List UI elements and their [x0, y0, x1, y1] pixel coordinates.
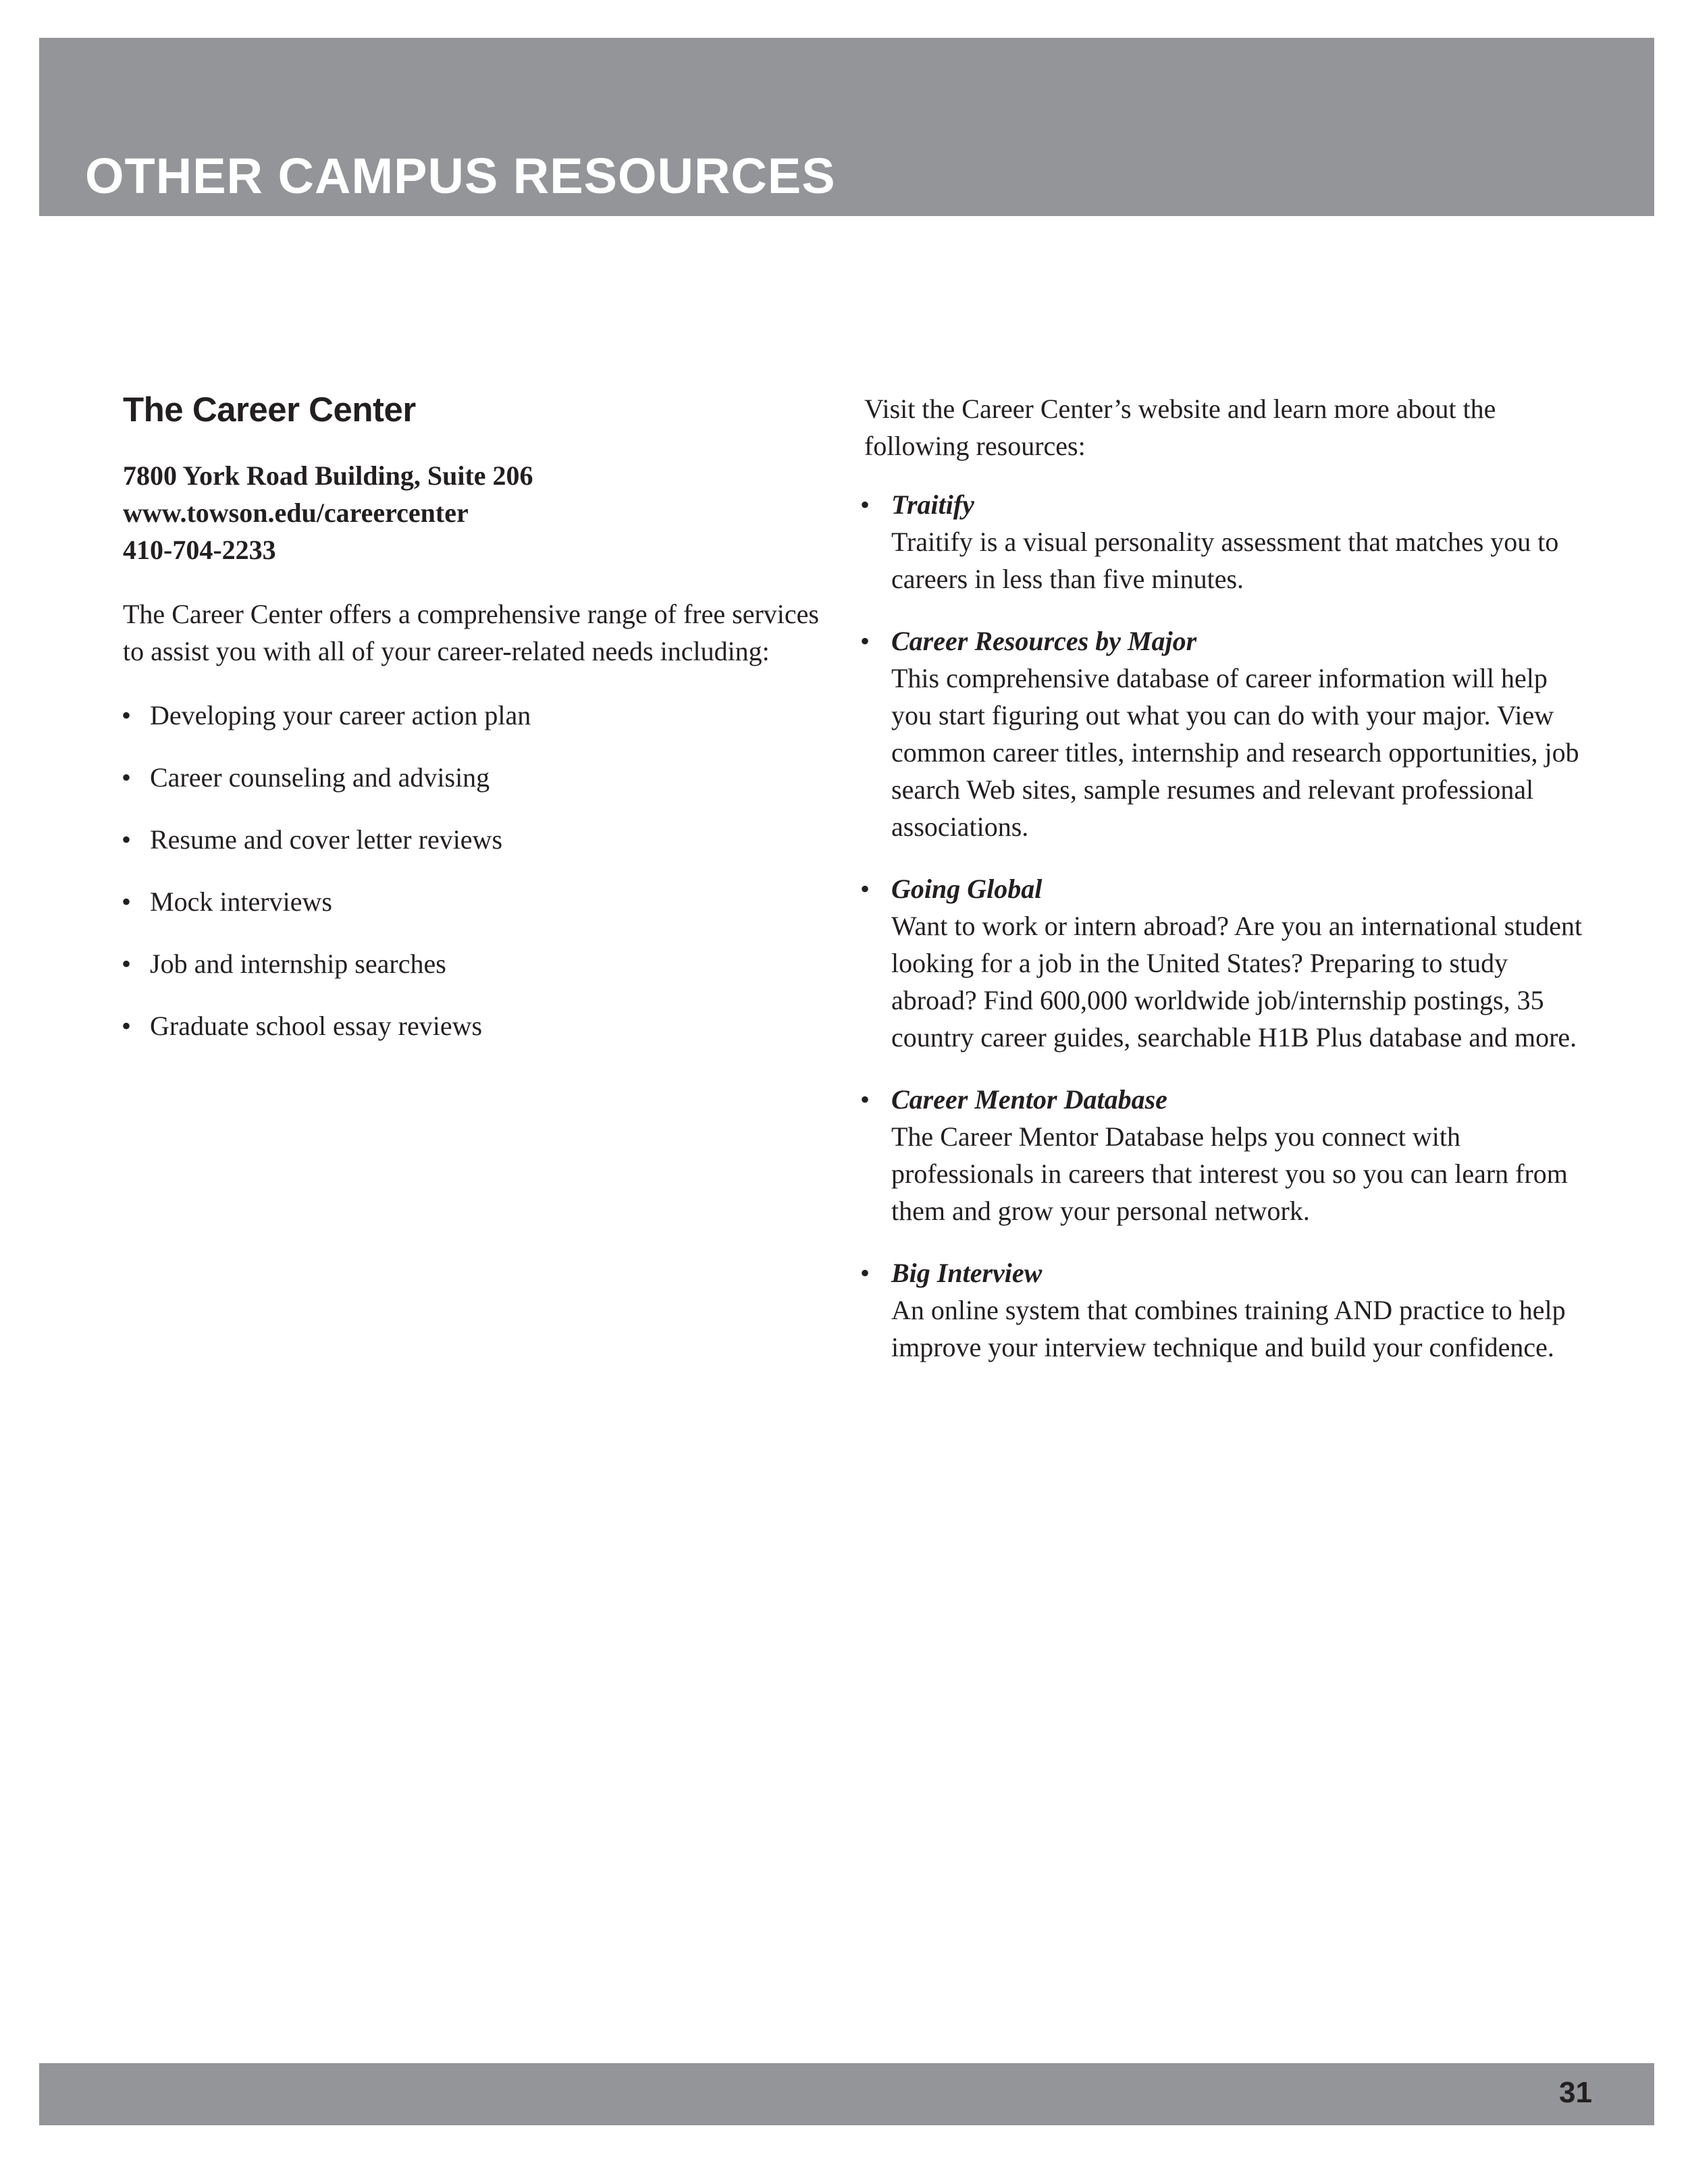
- left-column: [123, 390, 825, 1069]
- page-title: OTHER CAMPUS RESOURCES: [85, 148, 836, 204]
- website-link[interactable]: www.towson.edu/careercenter: [123, 497, 469, 528]
- career-center-heading: The Career Center: [123, 390, 416, 429]
- resource-item-traitify: [864, 486, 1593, 597]
- service-item: • Mock interviews: [123, 883, 825, 920]
- resource-description: The Career Mentor Database helps you connect with professionals in careers that interest you so you can learn from them and grow your personal network.: [891, 1121, 1568, 1226]
- resources-list: [864, 486, 1593, 1366]
- footer-band: [39, 2063, 1654, 2125]
- service-item: • Career counseling and advising: [123, 759, 825, 796]
- career-center-description: The Career Center offers a comprehensive range of free services to assist you with all of your career-related needs including:: [123, 598, 819, 666]
- resource-name: • Big Interview: [891, 1258, 1043, 1288]
- page-number: 31: [1559, 2076, 1592, 2109]
- service-item: • Graduate school essay reviews: [123, 1007, 825, 1044]
- resource-name: • Career Mentor Database: [891, 1084, 1167, 1115]
- resource-item-going-global: [864, 870, 1593, 1056]
- resource-description: Traitify is a visual personality assessment that matches you to careers in less than five minutes.: [891, 527, 1559, 594]
- resource-description: An online system that combines training AND practice to help improve your interview technique and build your confidence.: [891, 1295, 1566, 1362]
- service-item: • Resume and cover letter reviews: [123, 821, 825, 858]
- services-list: [123, 697, 825, 1044]
- resource-name: • Career Resources by Major: [891, 626, 1197, 656]
- resource-item-career-mentor-database: [864, 1081, 1593, 1229]
- resource-item-career-resources-by-major: [864, 622, 1593, 845]
- address: 7800 York Road Building, Suite 206: [123, 460, 533, 491]
- service-item: • Developing your career action plan: [123, 697, 825, 734]
- phone-number: 410-704-2233: [123, 534, 276, 565]
- resources-intro: Visit the Career Center’s website and learn more about the following resources:: [864, 394, 1496, 461]
- service-item: • Job and internship searches: [123, 945, 825, 982]
- resource-name: • Traitify: [891, 489, 974, 520]
- resource-description: Want to work or intern abroad? Are you an international student looking for a job in the United States? Preparing to study abroad? Find 600,000 worldwide job/internship postings, 35 country career guides, searchable H1B Plus database and more.: [891, 911, 1583, 1053]
- resource-name: • Going Global: [891, 874, 1043, 904]
- resource-description: This comprehensive database of career information will help you start figuring out what you can do with your major. View common career titles, internship and research opportunities, job search Web sites, sample resumes and relevant professional associations.: [891, 663, 1579, 842]
- right-column: [864, 390, 1593, 1391]
- contact-block: [123, 457, 825, 568]
- resource-item-big-interview: [864, 1254, 1593, 1366]
